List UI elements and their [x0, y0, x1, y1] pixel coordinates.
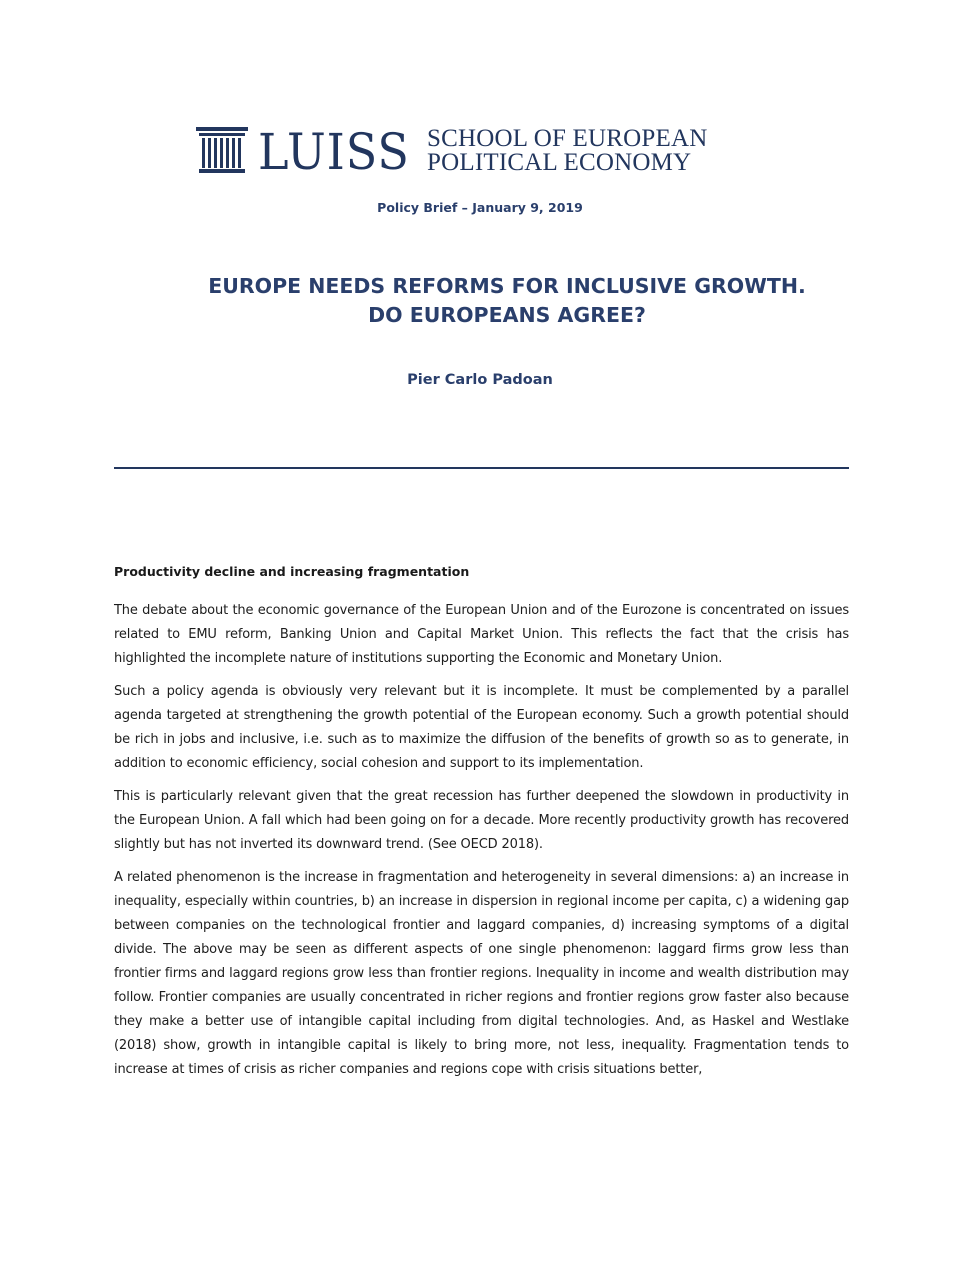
title-line1: EUROPE NEEDS REFORMS FOR INCLUSIVE GROWTH. [208, 274, 806, 298]
logo-school-line1: SCHOOL OF EUROPEAN [427, 125, 708, 152]
column-icon [196, 127, 248, 173]
divider [114, 467, 849, 469]
paragraph: A related phenomenon is the increase in fragmentation and heterogeneity in several dimensions: a) an increase in inequality, especially within countries, b) an increase in dispersion in regional income per capita, c) a widening gap between companies on the technological frontier and laggard companies, d) increasing symptoms of a digital divide. The above may be seen as different aspects of one single phenomenon: laggard firms grow less than frontier firms and laggard regions grow less than frontier regions. Inequality in income and wealth distribution may follow. Frontier companies are usually concentrated in richer regions and frontier regions grow faster also because they make a better use of intangible capital including from digital technologies. And, as Haskel and Westlake (2018) show, growth in intangible capital is likely to bring more, not less, inequality. Fragmentation tends to increase at times of crisis as richer companies and regions cope with crisis situations better, [114, 870, 849, 1077]
section-heading: Productivity decline and increasing fragmentation [114, 564, 470, 579]
paragraph: Such a policy agenda is obviously very relevant but it is incomplete. It must be complemented by a parallel agenda targeted at strengthening the growth potential of the European economy. Such a growth potential should be rich in jobs and inclusive, i.e. such as to maximize the diffusion of the benefits of growth so as to generate, in addition to economic efficiency, social cohesion and support to its implementation. [114, 684, 849, 771]
paragraph: This is particularly relevant given that the great recession has further deepened the slowdown in productivity in the European Union. A fall which had been going on for a decade. More recently productivity growth has recovered slightly but has not inverted its downward trend. (See OECD 2018). [114, 789, 849, 852]
body-content [114, 563, 849, 1091]
policy-brief-date: Policy Brief – January 9, 2019 [377, 200, 583, 215]
paragraph: The debate about the economic governance of the European Union and of the Eurozone is concentrated on issues related to EMU reform, Banking Union and Capital Market Union. This reflects the fact that the crisis has highlighted the incomplete nature of institutions supporting the Economic and Monetary Union. [114, 603, 849, 666]
luiss-logo [196, 118, 715, 182]
document-title [0, 272, 960, 330]
logo-wordmark: LUISS [258, 123, 410, 181]
logo-school-name [427, 127, 707, 175]
title-line2: DO EUROPEANS AGREE? [368, 303, 646, 327]
author-name: Pier Carlo Padoan [407, 372, 553, 388]
logo-school-line2: POLITICAL ECONOMY [427, 149, 692, 176]
